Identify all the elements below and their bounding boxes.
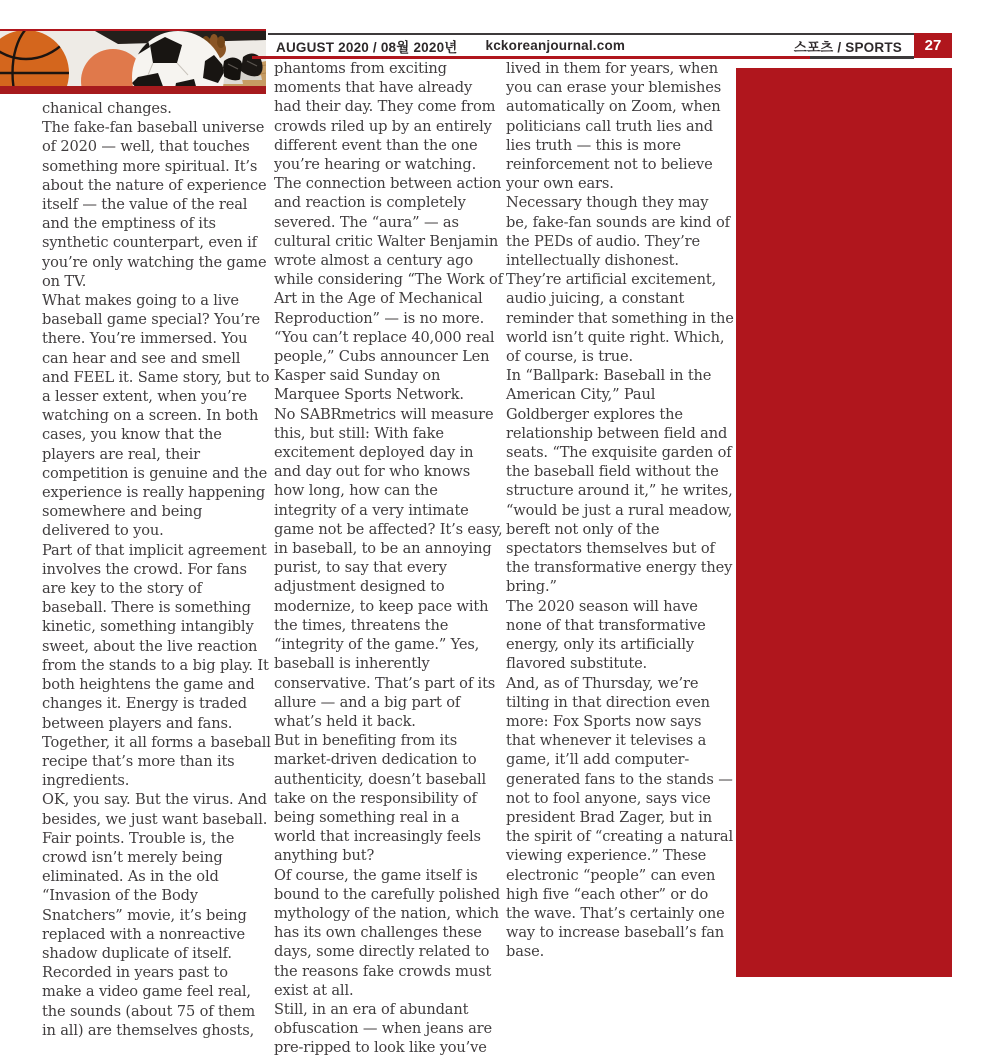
article-paragraph: The 2020 season will have none of that transformative energy, only its artificially flavored substitute. bbox=[506, 597, 706, 673]
article-paragraph: “You can’t replace 40,000 real people,” Cubs announcer Len Kasper said Sunday on Marquee Sports Network. bbox=[274, 328, 495, 404]
article-paragraph: Still, in an era of abundant obfuscation — when jeans are pre-ripped to look like you’ve bbox=[274, 1000, 492, 1057]
article-paragraph: But in benefiting from its market-driven dedication to authenticity, doesn’t baseball take on the responsibility of being something real in a world that increasingly feels anything but? bbox=[274, 732, 487, 865]
page-number: 27 bbox=[924, 37, 942, 54]
article-paragraph: And, as of Thursday, we’re tilting in that direction even more: Fox Sports now says that whenever it televises a game, it’ll add computer-generated fans to the stands — not to fool anyone, says vice president Brad Zager, but in the spirit of “creating a natural viewing experience.” These electronic “people” can even high five “each other” or do the wave. That’s certainly one way to increase baseball’s fan base. bbox=[506, 674, 733, 961]
article-paragraph: lived in them for years, when you can erase your blemishes automatically on Zoom, when politicians call truth lies and lies truth — this is more reinforcement not to believe your own ears. bbox=[506, 60, 722, 193]
sports-equipment-illustration bbox=[0, 31, 266, 86]
article-paragraph: No SABRmetrics will measure this, but still: With fake excitement deployed day in and day out for who knows how long, how can the integrity of a very intimate game not be affected? It’s easy, in baseball, to be an annoying purist, to say that every adjustment designed to modernize, to keep pace with the times, threatens the “integrity of the game.” Yes, baseball is inherently conservative. That’s part of its allure — and a big part of what’s held it back. bbox=[274, 405, 503, 730]
article-paragraph: OK, you say. But the virus. And besides, we just want baseball. Fair points. Trouble is, the crowd isn’t merely being eliminated. As in the old “Invasion of the Body Snatchers” movie, it’s being replaced with a nonreactive shadow duplicate of itself. bbox=[42, 791, 268, 962]
article-column-1 bbox=[42, 99, 271, 1040]
issue-date: AUGUST 2020 / 08월 2020년 bbox=[276, 39, 458, 55]
article-column-3 bbox=[506, 59, 735, 962]
section-underline bbox=[810, 56, 914, 59]
article-paragraph: Of course, the game itself is bound to the carefully polished mythology of the nation, which has its own challenges these days, some directly related to the reasons fake crowds must exist at all. bbox=[274, 866, 500, 999]
article-paragraph: Recorded in years past to make a video game feel real, the sounds (about 75 of them in all) are themselves ghosts, bbox=[42, 964, 256, 1039]
article-paragraph: In “Ballpark: Baseball in the American City,” Paul Goldberger explores the relationship between field and seats. “The exquisite garden of the baseball field without the structure around it,” he writes, “would be just a rural meadow, bereft not only of the spectators themselves but of the transformative energy they bring.” bbox=[506, 367, 733, 596]
article-paragraph: Part of that implicit agreement involves the crowd. For fans are key to the story of baseball. There is something kinetic, something intangibly sweet, about the live reaction from the stands to a big play. It both heightens the game and changes it. Energy is traded between players and fans. Together, it all forms a baseball recipe that’s more than its ingredients. bbox=[42, 541, 271, 790]
article-paragraph: Necessary though they may be, fake-fan sounds are kind of the PEDs of audio. They’re intellectually dishonest. They’re artificial excitement, audio juicing, a constant reminder that something in the world isn’t quite right. Which, of course, is true. bbox=[506, 194, 734, 366]
article-column-2 bbox=[274, 59, 503, 1058]
section-title: 스포츠 / SPORTS bbox=[793, 39, 902, 55]
red-ad-block bbox=[736, 68, 952, 977]
sports-equipment-photo bbox=[0, 29, 266, 86]
article-paragraph: The fake-fan baseball universe of 2020 — well, that touches something more spiritual. It’s about the nature of experience itself — the value of the real and the emptiness of its synthetic counterpart, even if you’re only watching the game on TV. bbox=[42, 119, 267, 290]
photo-bottom-red-bar bbox=[0, 86, 266, 94]
masthead bbox=[268, 33, 952, 58]
article-paragraph: chanical changes. bbox=[42, 100, 172, 117]
page-number-badge bbox=[914, 33, 952, 58]
article-paragraph: phantoms from exciting moments that have already had their day. They come from crowds riled up by an entirely different event than the one you’re hearing or watching. The connection between action and reaction is completely severed. The “aura” — as cultural critic Walter Benjamin wrote almost a century ago while considering “The Work of Art in the Age of Mechanical Reproduction” — is no more. bbox=[274, 60, 503, 327]
website-url: kckoreanjournal.com bbox=[485, 38, 626, 53]
article-paragraph: What makes going to a live baseball game special? You’re there. You’re immersed. You can hear and see and smell and FEEL it. Same story, but to a lesser extent, when you’re watching on a screen. In both cases, you know that the players are real, their competition is genuine and the experience is really happening somewhere and being delivered to you. bbox=[42, 292, 270, 540]
